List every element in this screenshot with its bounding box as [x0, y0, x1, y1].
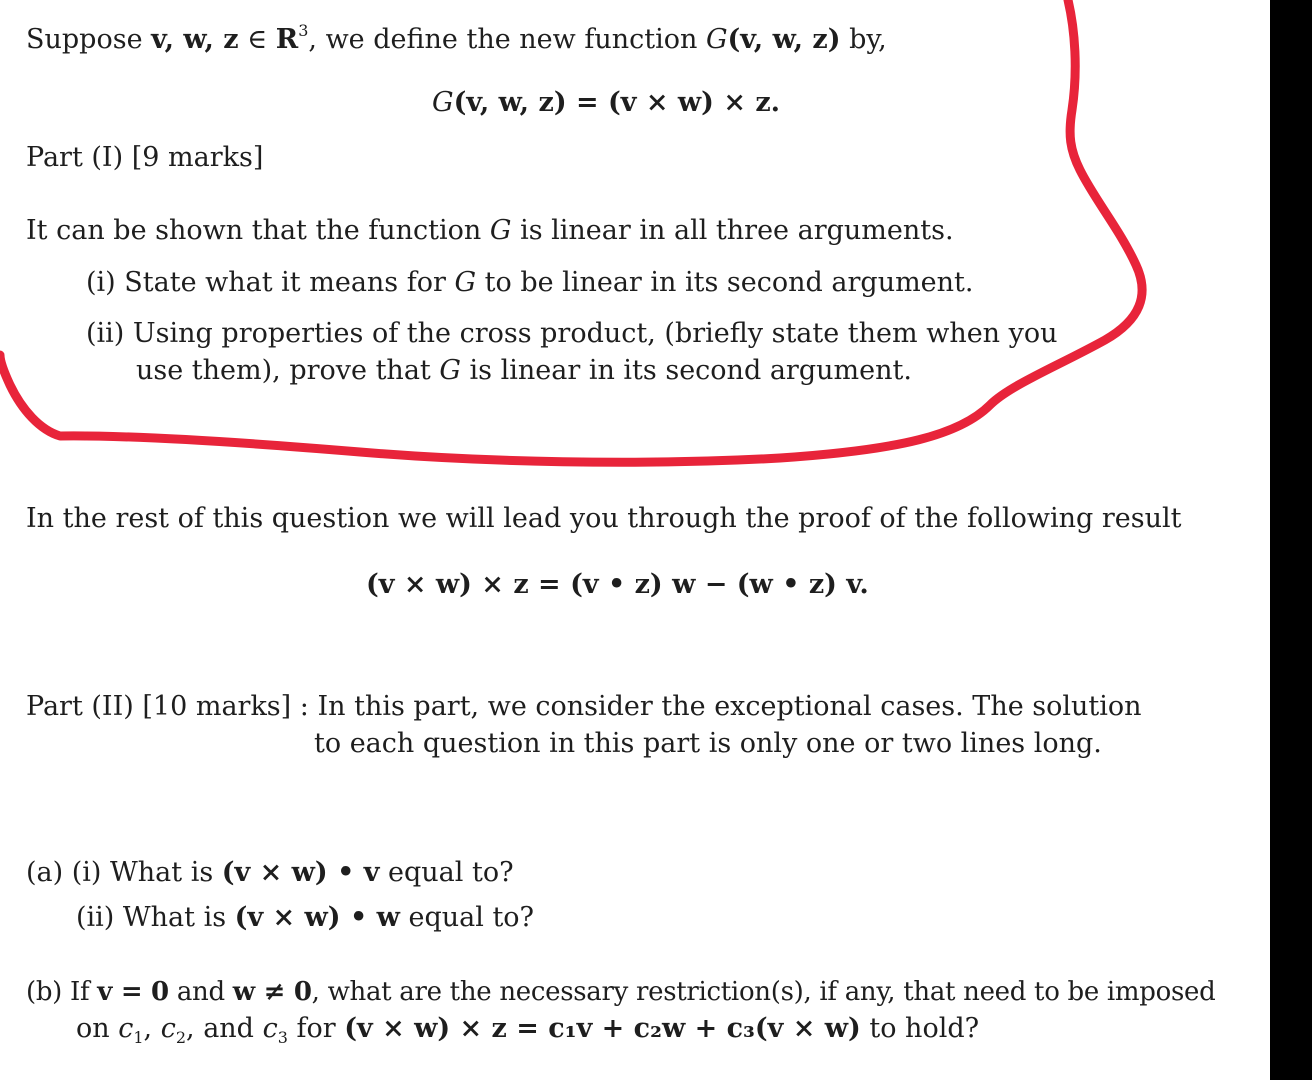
- part2-heading: Part (II) [10 marks] :: [26, 691, 318, 722]
- question-b-line2: [76, 1012, 979, 1055]
- coef-c3: c: [262, 1013, 278, 1044]
- part2-line1: [26, 690, 1142, 724]
- question-a-i-post: equal to?: [379, 857, 514, 888]
- question-b-pre: (b) If: [26, 977, 98, 1007]
- coef-c1-sub: 1: [133, 1028, 144, 1047]
- definition-func: G: [432, 87, 454, 118]
- part1-statement: [26, 214, 954, 248]
- question-a-ii-post: equal to?: [399, 902, 535, 933]
- question-b-comma: ,: [143, 1013, 161, 1044]
- part1-item-ii-line1: [86, 317, 1058, 351]
- question-b-eq: (v × w) × z =: [344, 1013, 549, 1044]
- question-b-line2-pre: on: [76, 1013, 119, 1044]
- definition-equation: [432, 86, 780, 120]
- rest-intro-text: In the rest of this question we will lead you through the proof of the following result: [26, 503, 1182, 534]
- coef-c3-sub: 3: [277, 1028, 288, 1047]
- intro-line: [26, 14, 887, 57]
- question-b-cond2: w ≠ 0: [232, 977, 312, 1007]
- question-b-post: , what are the necessary restriction(s), if any, that need to be imposed: [311, 977, 1216, 1007]
- dark-edge-strip: [1270, 0, 1312, 1080]
- question-a-i-expr: (v × w) • v: [221, 857, 380, 888]
- part1-item-ii-text: (ii) Using properties of the cross product, (briefly state them when you: [86, 318, 1058, 349]
- question-a-ii-pre: (ii) What is: [76, 902, 235, 933]
- intro-text-2: , we define the new function: [308, 24, 706, 55]
- part1-statement-post: is linear in all three arguments.: [511, 215, 954, 246]
- part2-line1-text: In this part, we consider the exceptional cases. The solution: [317, 691, 1142, 722]
- part1-item-i-post: to be linear in its second argument.: [476, 267, 974, 298]
- intro-text: Suppose: [26, 24, 152, 55]
- coef-c2: c: [160, 1013, 176, 1044]
- question-a-i: [26, 856, 514, 890]
- part1-item-i: [86, 266, 973, 300]
- definition-args: (v, w, z): [453, 87, 567, 118]
- intro-space: R: [275, 24, 299, 55]
- part1-item-ii-line2-var: G: [439, 355, 461, 386]
- identity-equation: [366, 568, 869, 602]
- question-b-cond1: v = 0: [97, 977, 169, 1007]
- identity-text: (v × w) × z = (v • z) w − (w • z) v.: [366, 569, 869, 600]
- question-b-tail: to hold?: [860, 1013, 980, 1044]
- coef-c2-sub: 2: [175, 1028, 187, 1047]
- question-b-rhs: c₁v + c₂w + c₃(v × w): [548, 1013, 861, 1044]
- intro-in: ∈: [238, 24, 276, 55]
- part2-line2: [314, 727, 1102, 761]
- intro-func: G: [705, 24, 728, 55]
- part1-item-ii-line2-post: is linear in its second argument.: [460, 355, 912, 386]
- part1-item-i-pre: (i) State what it means for: [86, 267, 455, 298]
- intro-by: by,: [840, 24, 887, 55]
- part1-heading-text: Part (I) [9 marks]: [26, 142, 264, 173]
- part2-line2-text: to each question in this part is only one or two lines long.: [314, 728, 1102, 759]
- part1-statement-pre: It can be shown that the function: [26, 215, 490, 246]
- intro-dim: 3: [298, 21, 309, 40]
- question-b-line1: [26, 975, 1215, 1009]
- part1-item-ii-line2-pre: use them), prove that: [136, 355, 440, 386]
- coef-c1: c: [118, 1013, 134, 1044]
- question-b-andword: , and: [186, 1013, 263, 1044]
- part1-statement-var: G: [489, 215, 512, 246]
- definition-rhs: = (v × w) × z.: [566, 87, 781, 118]
- intro-vars: v, w, z: [151, 24, 239, 55]
- rest-intro: [26, 502, 1181, 536]
- question-b-and: and: [168, 977, 233, 1007]
- intro-args: (v, w, z): [727, 24, 841, 55]
- question-a-ii-expr: (v × w) • w: [234, 902, 400, 933]
- question-a-i-pre: (a) (i) What is: [26, 857, 222, 888]
- question-a-ii: [76, 901, 534, 935]
- question-b-for: for: [287, 1013, 345, 1044]
- part1-heading: [26, 141, 263, 175]
- part1-item-i-var: G: [454, 267, 477, 298]
- part1-item-ii-line2: [136, 354, 912, 388]
